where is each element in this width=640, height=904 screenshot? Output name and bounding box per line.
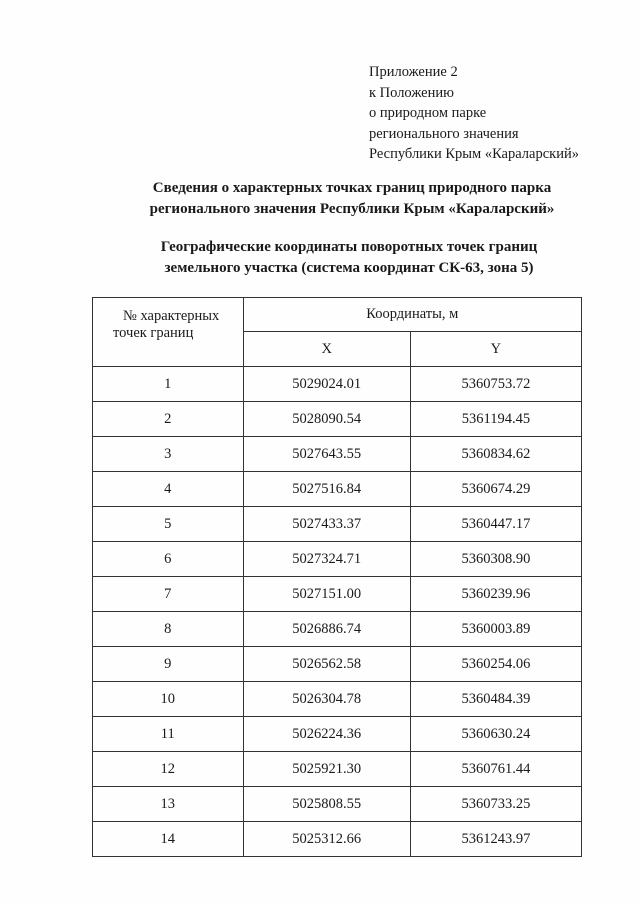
- table-row: [93, 507, 582, 542]
- title-line: регионального значения Республики Крым «Караларский»: [149, 201, 555, 217]
- point-number-cell: 10: [93, 682, 244, 717]
- x-coordinate-cell: 5025808.55: [243, 787, 410, 822]
- subtitle-line: земельного участка (система координат СК-63, зона 5): [164, 260, 534, 276]
- x-coordinate-cell: 5026304.78: [243, 682, 410, 717]
- point-number-cell: 13: [93, 787, 244, 822]
- point-number-cell: 1: [93, 367, 244, 402]
- x-coordinate-cell: 5027516.84: [243, 472, 410, 507]
- title-line: Сведения о характерных точках границ природного парка: [152, 180, 552, 196]
- table-row: [93, 577, 582, 612]
- x-coordinate-cell: 5027151.00: [243, 577, 410, 612]
- y-coordinate-cell: 5360308.90: [410, 542, 581, 577]
- table-row: [93, 647, 582, 682]
- appendix-block: [369, 62, 579, 165]
- y-coordinate-cell: 5360630.24: [410, 717, 581, 752]
- header-coordinates: Координаты, м: [243, 298, 581, 332]
- y-coordinate-cell: 5360674.29: [410, 472, 581, 507]
- appendix-line: к Положению: [369, 84, 454, 101]
- x-coordinate-cell: 5026562.58: [243, 647, 410, 682]
- y-coordinate-cell: 5361194.45: [410, 402, 581, 437]
- table-row: [93, 437, 582, 472]
- y-coordinate-cell: 5360003.89: [410, 612, 581, 647]
- y-coordinate-cell: 5361243.97: [410, 822, 581, 857]
- table-row: [93, 787, 582, 822]
- point-number-cell: 2: [93, 402, 244, 437]
- appendix-line: Республики Крым «Караларский»: [369, 146, 579, 162]
- header-point-number-line: № характерных: [123, 308, 220, 324]
- y-coordinate-cell: 5360239.96: [410, 577, 581, 612]
- y-coordinate-cell: 5360254.06: [410, 647, 581, 682]
- table-title: [0, 237, 640, 279]
- y-coordinate-cell: 5360834.62: [410, 437, 581, 472]
- table-row: [93, 612, 582, 647]
- x-coordinate-cell: 5027324.71: [243, 542, 410, 577]
- x-coordinate-cell: 5028090.54: [243, 402, 410, 437]
- x-coordinate-cell: 5025312.66: [243, 822, 410, 857]
- header-y: Y: [410, 332, 581, 367]
- point-number-cell: 3: [93, 437, 244, 472]
- table-row: [93, 402, 582, 437]
- point-number-cell: 14: [93, 822, 244, 857]
- table-row: [93, 542, 582, 577]
- appendix-line: о природном парке: [369, 105, 487, 121]
- header-x: X: [243, 332, 410, 367]
- point-number-cell: 6: [93, 542, 244, 577]
- y-coordinate-cell: 5360753.72: [410, 367, 581, 402]
- y-coordinate-cell: 5360733.25: [410, 787, 581, 822]
- table-row: [93, 367, 582, 402]
- table-row: [93, 682, 582, 717]
- y-coordinate-cell: 5360761.44: [410, 752, 581, 787]
- x-coordinate-cell: 5026224.36: [243, 717, 410, 752]
- table-row: [93, 822, 582, 857]
- subtitle-line: Географические координаты поворотных точек границ: [160, 239, 538, 255]
- y-coordinate-cell: 5360447.17: [410, 507, 581, 542]
- table-body: [93, 367, 582, 857]
- appendix-line: Приложение 2: [369, 64, 458, 80]
- header-point-number-line: точек границ: [113, 325, 194, 341]
- coordinates-table: [92, 297, 582, 857]
- point-number-cell: 4: [93, 472, 244, 507]
- x-coordinate-cell: 5027643.55: [243, 437, 410, 472]
- point-number-cell: 12: [93, 752, 244, 787]
- point-number-cell: 11: [93, 717, 244, 752]
- appendix-line: регионального значения: [369, 125, 519, 142]
- x-coordinate-cell: 5029024.01: [243, 367, 410, 402]
- point-number-cell: 7: [93, 577, 244, 612]
- table-row: [93, 472, 582, 507]
- x-coordinate-cell: 5027433.37: [243, 507, 410, 542]
- header-point-number: [93, 298, 244, 367]
- table-row: [93, 752, 582, 787]
- y-coordinate-cell: 5360484.39: [410, 682, 581, 717]
- x-coordinate-cell: 5025921.30: [243, 752, 410, 787]
- document-title: [0, 178, 640, 220]
- table-row: [93, 717, 582, 752]
- point-number-cell: 9: [93, 647, 244, 682]
- x-coordinate-cell: 5026886.74: [243, 612, 410, 647]
- point-number-cell: 8: [93, 612, 244, 647]
- point-number-cell: 5: [93, 507, 244, 542]
